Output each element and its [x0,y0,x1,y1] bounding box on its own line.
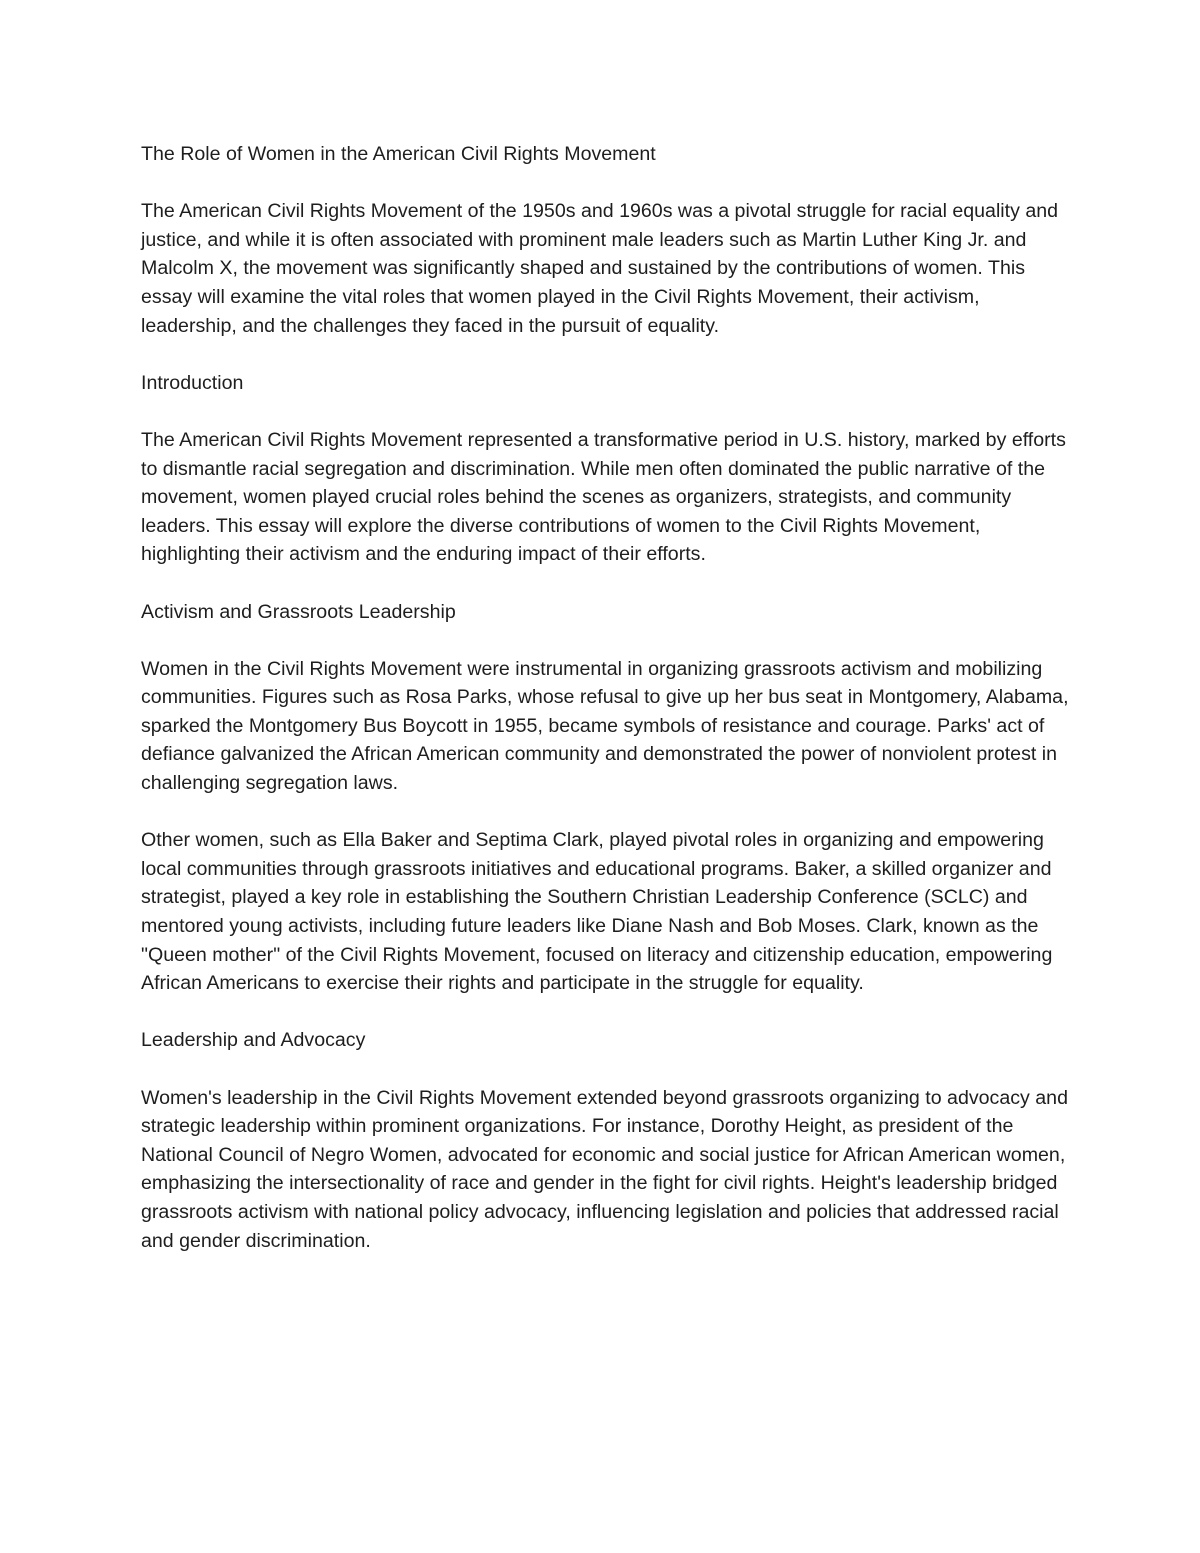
intro-paragraph: The American Civil Rights Movement of the 1950s and 1960s was a pivotal struggle for racial equality and justice, and while it is often associated with prominent male leaders such as Martin Luther King Jr. and Malcolm X, the movement was significantly shaped and sustained by the contributions of women. This essay will examine the vital roles that women played in the Civil Rights Movement, their activism, leadership, and the challenges they faced in the pursuit of equality. [141,200,1059,337]
leadership-paragraph: Women's leadership in the Civil Rights Movement extended beyond grassroots organizing to advocacy and strategic leadership within prominent organizations. For instance, Dorothy Height, as president of the National Council of Negro Women, advocated for economic and social justice for African American women, emphasizing the intersectionality of race and gender in the fight for civil rights. Height's leadership bridged grassroots activism with national policy advocacy, influencing legislation and policies that addressed racial and gender discrimination. [141,1086,1068,1252]
activism-paragraph-1: Women in the Civil Rights Movement were instrumental in organizing grassroots activism and mobilizing communities. Figures such as Rosa Parks, whose refusal to give up her bus seat in Montgomery, Alabama, sparked the Montgomery Bus Boycott in 1955, became symbols of resistance and courage. Parks' act of defiance galvanized the African American community and demonstrated the power of nonviolent protest in challenging segregation laws. [141,657,1069,795]
activism-paragraph-2: Other women, such as Ella Baker and Septima Clark, played pivotal roles in organizing and empowering local communities through grassroots initiatives and educational programs. Baker, a skilled organizer and strategist, played a key role in establishing the Southern Christian Leadership Conference (SCLC) and mentored young activists, including future leaders like Diane Nash and Bob Moses. Clark, known as the "Queen mother" of the Civil Rights Movement, focused on literacy and citizenship education, empowering African Americans to exercise their rights and participate in the struggle for equality. [141,829,1053,995]
section-heading-activism: Activism and Grassroots Leadership [141,600,456,623]
section-heading-leadership: Leadership and Advocacy [141,1029,366,1052]
section-heading-introduction: Introduction [141,371,244,394]
introduction-paragraph: The American Civil Rights Movement represented a transformative period in U.S. history, marked by efforts to dismantle racial segregation and discrimination. While men often dominated the public narrative of the movement, women played crucial roles behind the scenes as organizers, strategists, and community leaders. This essay will explore the diverse contributions of women to the Civil Rights Movement, highlighting their activism and the enduring impact of their efforts. [141,428,1066,566]
document-body [141,140,1071,1255]
document-title: The Role of Women in the American Civil Rights Movement [141,143,656,165]
